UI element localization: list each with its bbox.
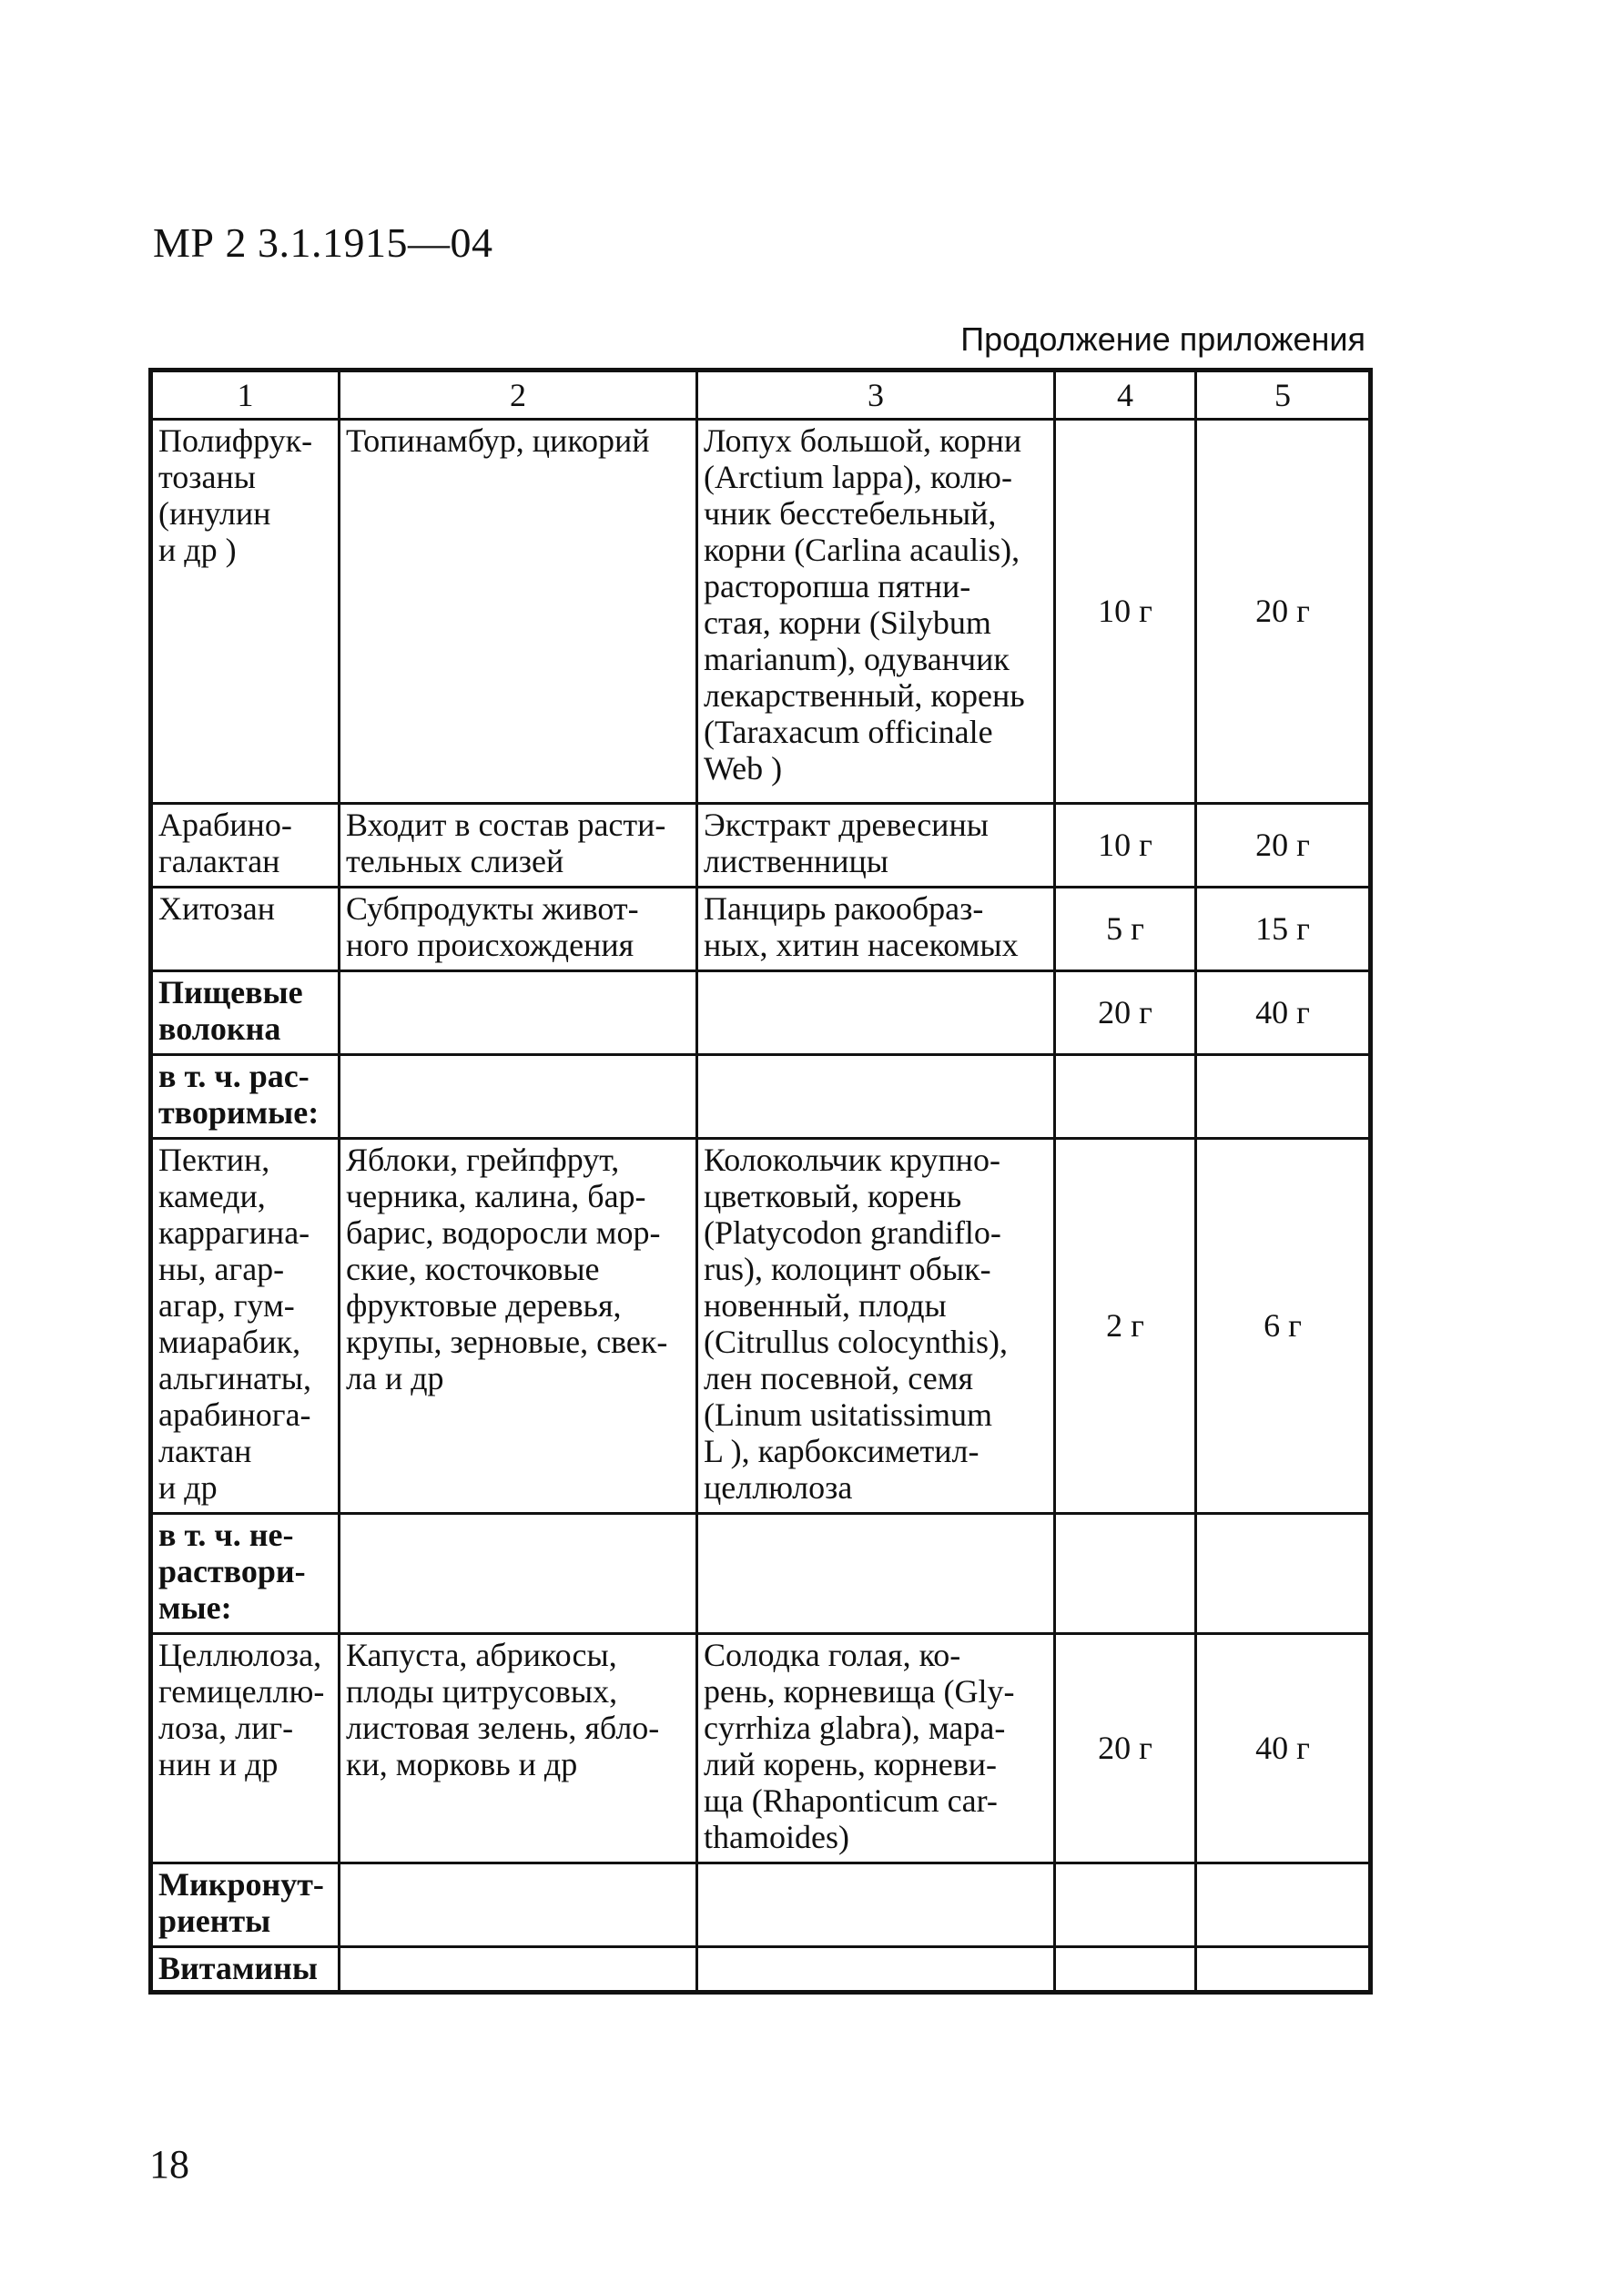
cell-plant-sources [697,1514,1055,1634]
cell-substance: в т. ч. не- раствори- мые: [151,1514,340,1634]
cell-adequate-level: 10 г [1055,420,1196,804]
cell-food-sources: Субпродукты живот- ного происхождения [340,888,697,971]
table-row-soluble-subheader [151,1055,1371,1139]
cell-substance: Арабино- галактан [151,804,340,888]
table-row-vitamins [151,1947,1371,1993]
cell-upper-level [1196,1947,1371,1993]
cell-upper-level [1196,1055,1371,1139]
cell-plant-sources: Панцирь ракообраз- ных, хитин насекомых [697,888,1055,971]
cell-plant-sources: Экстракт древесины лиственницы [697,804,1055,888]
cell-upper-level: 40 г [1196,971,1371,1055]
cell-substance: Хитозан [151,888,340,971]
cell-upper-level: 6 г [1196,1139,1371,1514]
cell-food-sources: Капуста, абрикосы, плоды цитрусовых, листовая зелень, ябло- ки, морковь и др [340,1634,697,1863]
column-header-2: 2 [340,371,697,420]
table-row-micronutrients [151,1863,1371,1947]
cell-adequate-level: 20 г [1055,1634,1196,1863]
page-number: 18 [149,2142,189,2187]
appendix-table [148,368,1373,1995]
cell-substance: в т. ч. рас- творимые: [151,1055,340,1139]
table-row-cellulose [151,1634,1371,1863]
column-header-1: 1 [151,371,340,420]
cell-substance: Витамины [151,1947,340,1993]
cell-food-sources [340,1947,697,1993]
table-row-pectin [151,1139,1371,1514]
cell-food-sources: Топинамбур, цикорий [340,420,697,804]
table-header-row [151,371,1371,420]
cell-upper-level: 40 г [1196,1634,1371,1863]
cell-plant-sources: Лопух большой, корни (Arctium lappa), колю- чник бесстебельный, корни (Carlina acaulis), расторопша пятни- стая, корни (Silybum marianum), одуванчик лекарственный, корень (Taraxacum officinale Web ) [697,420,1055,804]
cell-plant-sources: Солодка голая, ко- рень, корневища (Gly- cyrrhiza glabra), мара- лий корень, корневи- ща (Rhaponticum car- thamoides) [697,1634,1055,1863]
table-row-insoluble-subheader [151,1514,1371,1634]
cell-upper-level [1196,1863,1371,1947]
cell-adequate-level: 10 г [1055,804,1196,888]
table-row-dietary-fiber [151,971,1371,1055]
cell-plant-sources [697,1947,1055,1993]
cell-food-sources [340,1055,697,1139]
cell-plant-sources: Колокольчик крупно- цветковый, корень (Platycodon grandiflo- rus), колоцинт обык- новенный, плоды (Citrullus colocynthis), лен посевной, семя (Linum usitatissimum L ), карбоксиметил- целлюлоза [697,1139,1055,1514]
table-row-arabinogalactan [151,804,1371,888]
cell-plant-sources [697,971,1055,1055]
cell-plant-sources [697,1055,1055,1139]
table-row-polyfructosans [151,420,1371,804]
cell-substance: Микронут- риенты [151,1863,340,1947]
table-row-chitosan [151,888,1371,971]
cell-food-sources [340,971,697,1055]
cell-upper-level: 15 г [1196,888,1371,971]
column-header-5: 5 [1196,371,1371,420]
continuation-caption: Продолжение приложения [960,320,1365,358]
cell-substance: Пищевые волокна [151,971,340,1055]
column-header-4: 4 [1055,371,1196,420]
column-header-3: 3 [697,371,1055,420]
cell-substance: Пектин, камеди, каррагина- ны, агар- агар, гум- миарабик, альгинаты, арабинога- лактан и др [151,1139,340,1514]
cell-food-sources: Яблоки, грейпфрут, черника, калина, бар- барис, водоросли мор- ские, косточковые фруктовые деревья, крупы, зерновые, свек- ла и др [340,1139,697,1514]
cell-food-sources [340,1863,697,1947]
cell-upper-level: 20 г [1196,804,1371,888]
cell-upper-level: 20 г [1196,420,1371,804]
cell-food-sources: Входит в состав расти- тельных слизей [340,804,697,888]
cell-food-sources [340,1514,697,1634]
cell-adequate-level [1055,1055,1196,1139]
cell-plant-sources [697,1863,1055,1947]
cell-adequate-level [1055,1514,1196,1634]
cell-substance: Целлюлоза, гемицеллю- лоза, лиг- нин и др [151,1634,340,1863]
cell-adequate-level: 5 г [1055,888,1196,971]
cell-adequate-level: 2 г [1055,1139,1196,1514]
cell-adequate-level [1055,1863,1196,1947]
cell-adequate-level [1055,1947,1196,1993]
cell-adequate-level: 20 г [1055,971,1196,1055]
document-code: МР 2 3.1.1915—04 [153,219,493,266]
cell-substance: Полифрук- тозаны (инулин и др ) [151,420,340,804]
cell-upper-level [1196,1514,1371,1634]
